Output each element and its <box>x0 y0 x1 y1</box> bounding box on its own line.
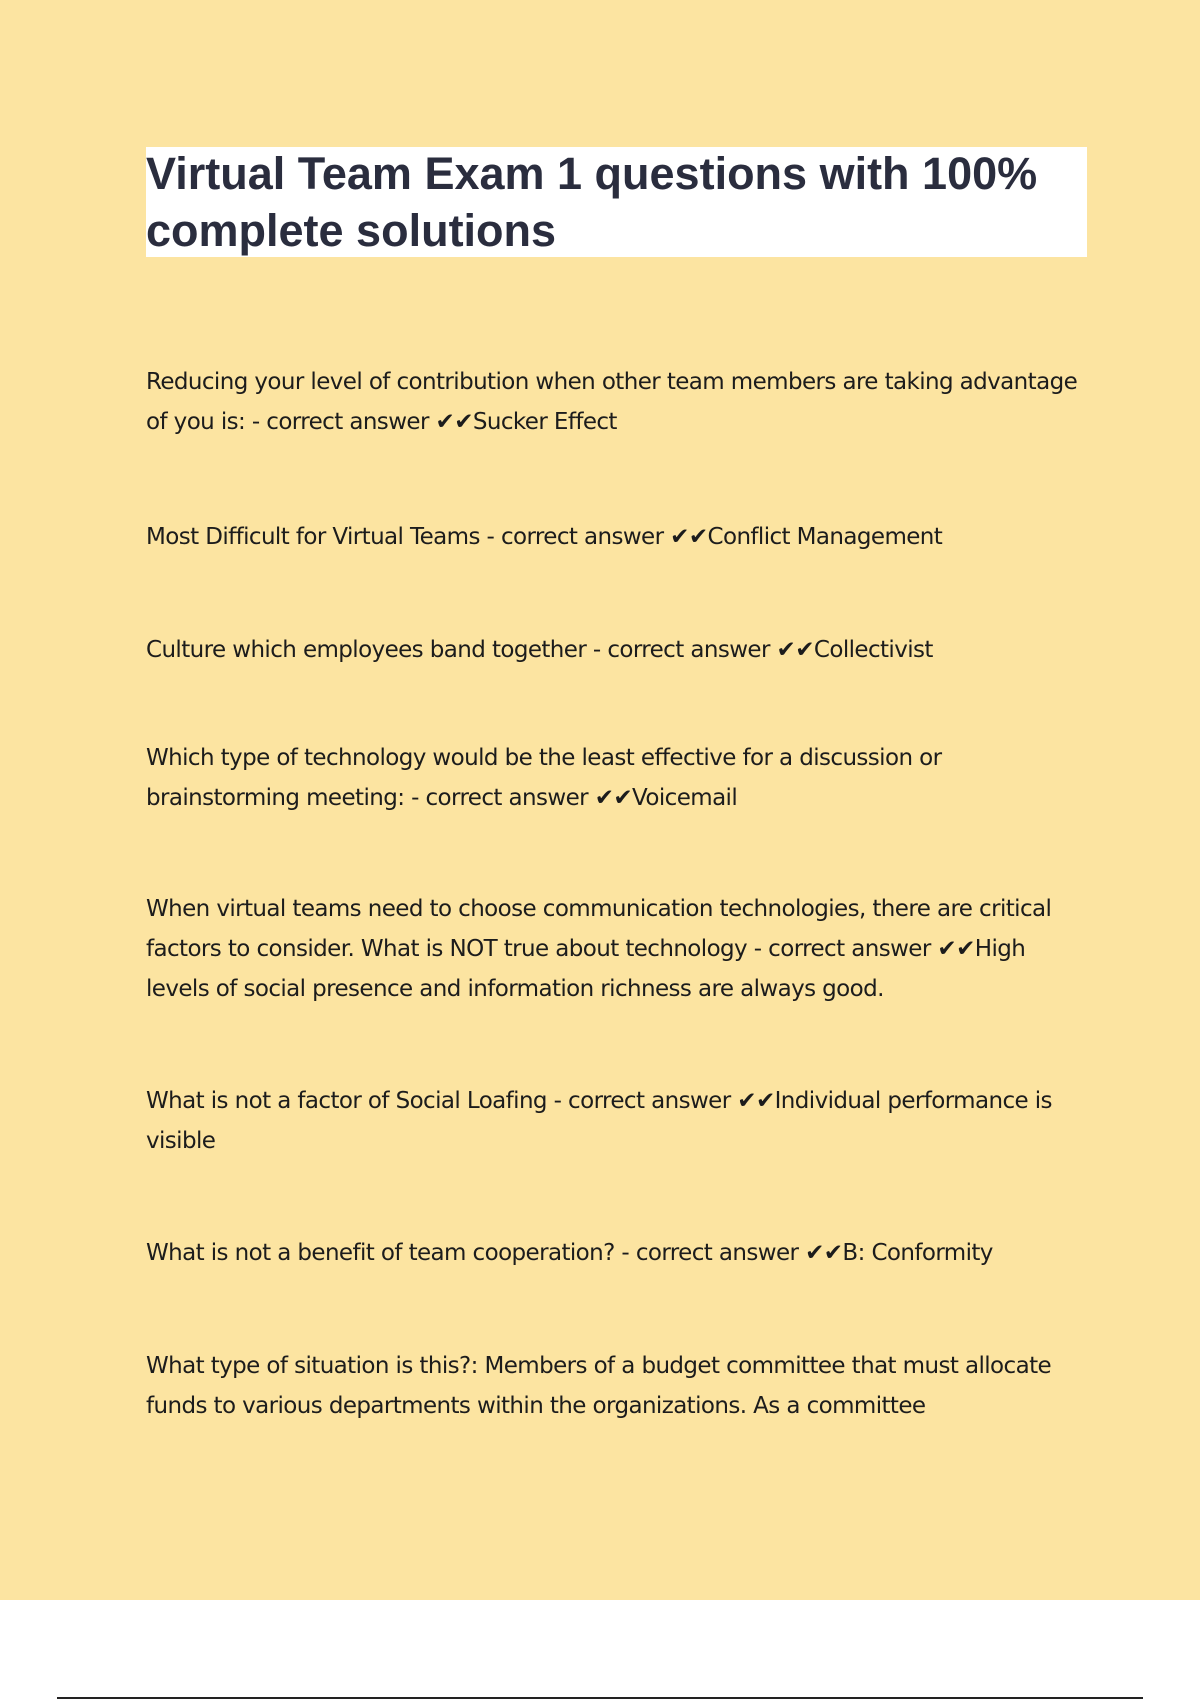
qa-item-8: What type of situation is this?: Members of a budget committee that must allocate funds to various departments within the organizations. As a committee <box>146 1353 1052 1419</box>
document-title: Virtual Team Exam 1 questions with 100% complete solutions <box>146 148 1038 256</box>
qa-item-4: Which type of technology would be the least effective for a discussion or brainstorming meeting: - correct answer ✔✔Voicemail <box>146 745 942 811</box>
page-divider <box>57 1697 1143 1699</box>
qa-item-3: Culture which employees band together - correct answer ✔✔Collectivist <box>146 637 933 663</box>
qa-item-5: When virtual teams need to choose communication technologies, there are critical factors to consider. What is NOT true about technology - correct answer ✔✔High levels of social presence and information richness are always good. <box>146 896 1052 1002</box>
qa-item-7: What is not a benefit of team cooperation? - correct answer ✔✔B: Conformity <box>146 1240 993 1266</box>
qa-item-6: What is not a factor of Social Loafing - correct answer ✔✔Individual performance is visible <box>146 1088 1052 1154</box>
qa-item-1: Reducing your level of contribution when other team members are taking advantage of you is: - correct answer ✔✔Sucker Effect <box>146 369 1078 435</box>
qa-item-2: Most Difficult for Virtual Teams - correct answer ✔✔Conflict Management <box>146 524 943 550</box>
